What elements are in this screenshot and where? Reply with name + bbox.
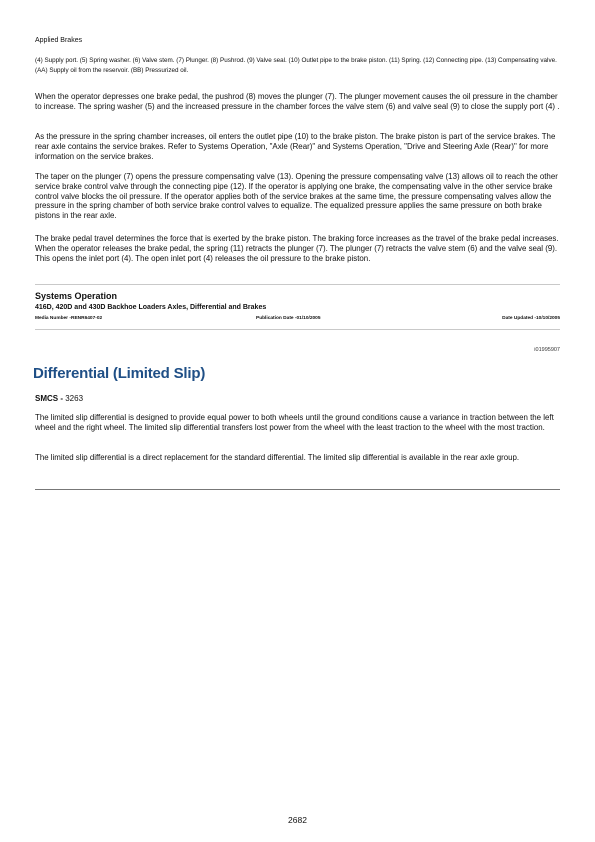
section-title: Differential (Limited Slip) bbox=[33, 365, 206, 382]
paragraph-limited-slip-purpose: The limited slip differential is designed to provide equal power to both wheels until the ground conditions cause a variance in traction between the left wheel and the right wheel. The limited slip differential transfers lost power from the wheel with the least traction to the wheel with the most traction. bbox=[35, 413, 554, 432]
paragraph-pedal-travel: The brake pedal travel determines the force that is exerted by the brake piston. The braking force increases as the travel of the brake pedal increases. When the operator releases the brake pedal, the spring (11) retracts the plunger (7). The plunger (7) retracts the valve stem (6) and the valve seal (9). This opens the inlet port (4). The open inlet port (4) releases the oil pressure to the brake piston. bbox=[35, 234, 559, 263]
paragraph-compensating-valve: The taper on the plunger (7) opens the pressure compensating valve (13). Opening the pressure compensating valve (13) allows oil to reach the other service brake control valve through the connecting pipe (12). If the operator is applying one brake, the compensating valve in the other service brake control valve blocks the oil pressure. If the operator applies both of the service brakes at the same time, the pressure compensating valves allow the pressure in the spring chamber of both service brake control valves to equalize. The equalized pressure applies the same pressure on both brake pistons in the rear axle. bbox=[35, 172, 558, 221]
document-id: i01995907 bbox=[534, 347, 560, 353]
paragraph-brake-pedal-depress: When the operator depresses one brake pedal, the pushrod (8) moves the plunger (7). The plunger movement causes the oil pressure in the chamber to increase. The spring washer (5) and the increased pressure in the chamber forces the valve stem (6) and valve seal (9) to close the supply port (4) . bbox=[35, 92, 560, 111]
document-subtitle: 416D, 420D and 430D Backhoe Loaders Axles, Differential and Brakes bbox=[35, 304, 267, 311]
media-number: Media Number -RENR6407-02 bbox=[35, 316, 103, 321]
publication-date: Publication Date -01/10/2005 bbox=[256, 316, 321, 321]
page-number: 2682 bbox=[288, 815, 307, 825]
section-divider bbox=[35, 284, 560, 285]
date-updated: Date Updated -10/10/2005 bbox=[502, 316, 560, 321]
smcs-code: 3263 bbox=[65, 394, 84, 403]
paragraph-spring-chamber: As the pressure in the spring chamber increases, oil enters the outlet pipe (10) to the brake piston. The brake piston is part of the service brakes. The rear axle contains the service brakes. Refer to Systems Operation, "Axle (Rear)" and Systems Operation, "Drive and Steering Axle (Rear)" for more information on the service brakes. bbox=[35, 132, 556, 161]
smcs-line bbox=[35, 394, 83, 403]
smcs-label: SMCS - bbox=[35, 394, 63, 403]
figure-caption-text: (4) Supply port. (5) Spring washer. (6) Valve stem. (7) Plunger. (8) Pushrod. (9) Valve seal. (10) Outlet pipe to the brake piston. (11) Spring. (12) Connecting pipe. (13) Compensating valve. (AA) Supply oil from the reservoir. (BB) Pressurized oil. bbox=[35, 57, 557, 74]
paragraph-limited-slip-replacement: The limited slip differential is a direct replacement for the standard differential. The limited slip differential is available in the rear axle group. bbox=[35, 453, 520, 462]
header-divider bbox=[35, 329, 560, 330]
bottom-divider bbox=[35, 489, 560, 490]
section-category: Systems Operation bbox=[35, 291, 118, 301]
figure-caption-title: Applied Brakes bbox=[35, 37, 83, 44]
